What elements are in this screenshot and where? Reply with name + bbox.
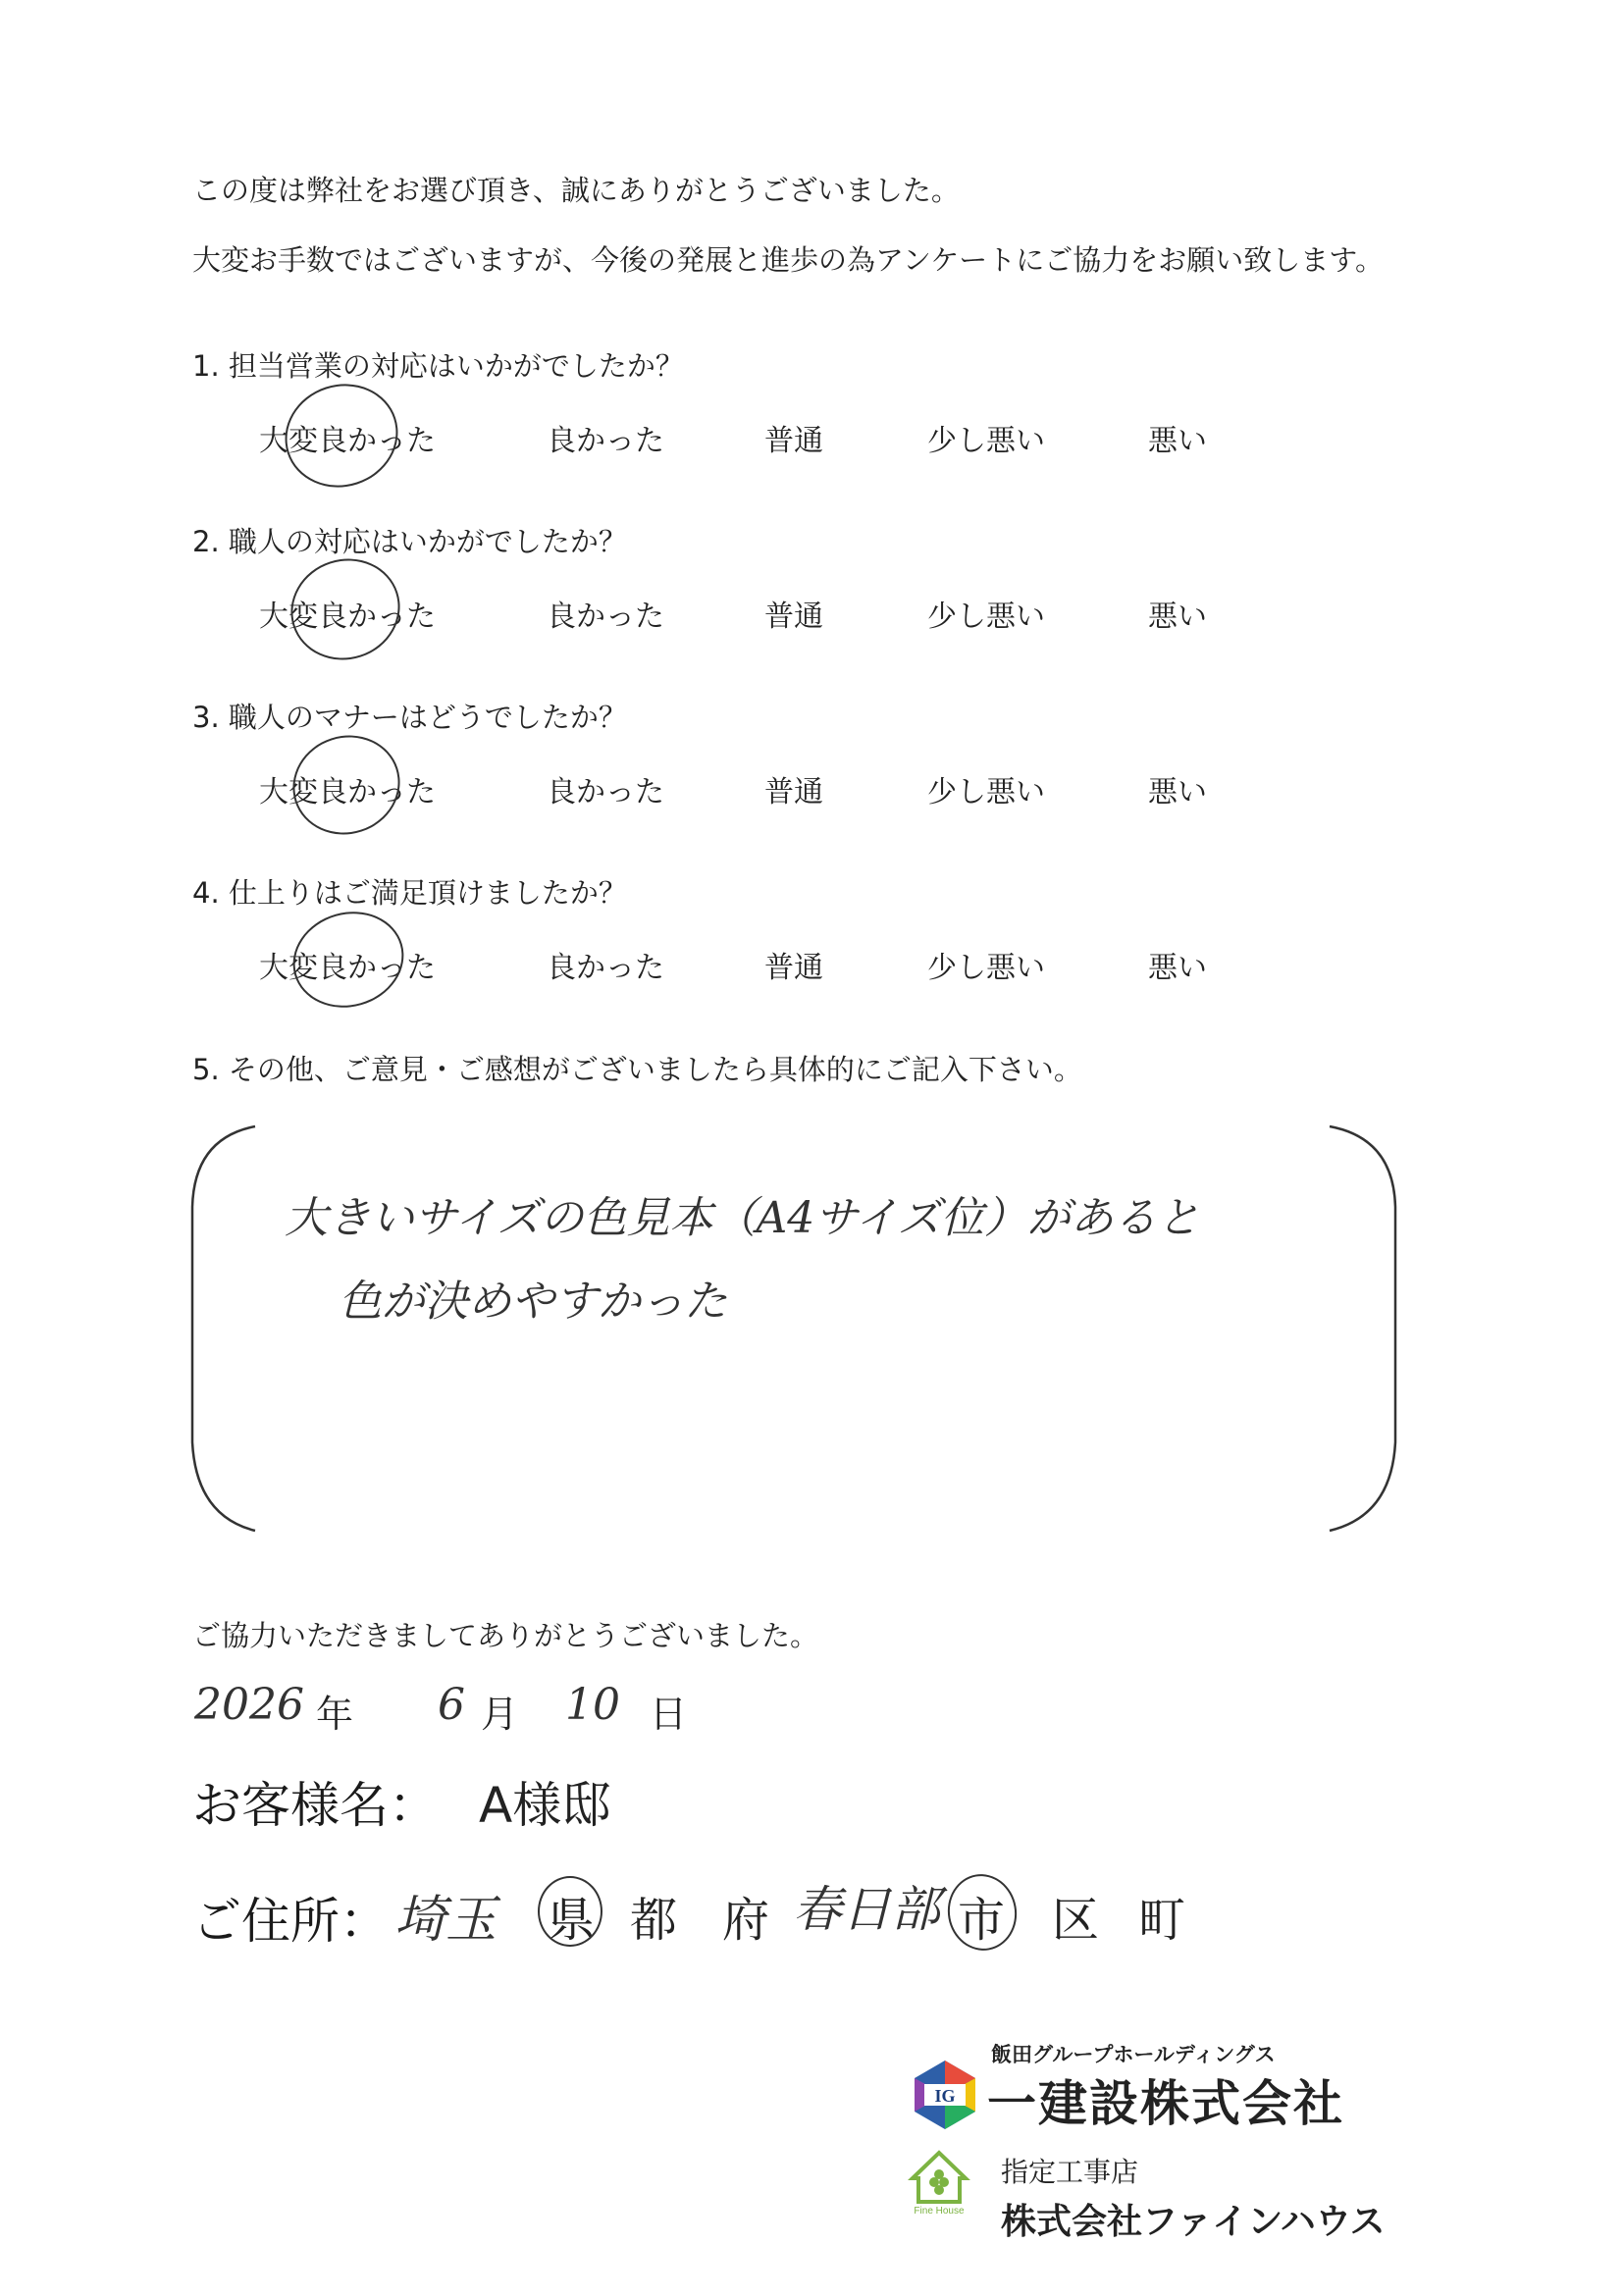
address-ken-selection-circle [538, 1876, 602, 1947]
intro-line-2: 大変お手数ではございますが、今後の発展と進歩の為アンケートにご協力をお願い致します。 [192, 243, 1384, 277]
address-unit-ken[interactable]: 県 [548, 1893, 596, 1948]
q2-option-bad[interactable]: 悪い [1148, 600, 1207, 634]
date-month-value[interactable]: 6 [438, 1680, 465, 1730]
customer-name[interactable]: A様邸 [479, 1777, 611, 1834]
contractor-name: 株式会社ファインハウス [1001, 2202, 1386, 2242]
fine-house-logo-text: Fine House [914, 2206, 965, 2216]
thanks-text: ご協力いただきましてありがとうございました。 [192, 1619, 819, 1652]
q1-option-good[interactable]: 良かった [547, 424, 664, 458]
date-year-value[interactable]: 2026 [194, 1680, 304, 1730]
address-city-value[interactable]: 春日部 [793, 1881, 940, 1938]
address-unit-ku[interactable]: 区 [1052, 1893, 1100, 1948]
ig-logo-text: IG [934, 2086, 956, 2106]
address-prefecture-value[interactable]: 埼玉 [394, 1891, 497, 1950]
q4-option-good[interactable]: 良かった [547, 951, 664, 985]
q3-option-very-good[interactable]: 大変良かった [259, 775, 436, 809]
q3-option-slightly-bad[interactable]: 少し悪い [927, 775, 1045, 809]
question-5-label: 5. その他、ご意見・ご感想がございましたら具体的にご記入下さい。 [192, 1053, 1082, 1086]
ig-logo-icon [913, 2059, 977, 2131]
address-unit-shi[interactable]: 市 [958, 1893, 1006, 1948]
q3-selection-circle [280, 721, 413, 848]
q4-option-slightly-bad[interactable]: 少し悪い [927, 951, 1045, 985]
date-month-label: 月 [481, 1693, 519, 1736]
q2-selection-circle [278, 545, 413, 674]
company-name: 一建設株式会社 [987, 2075, 1344, 2132]
date-year-label: 年 [316, 1693, 354, 1736]
q4-option-very-good[interactable]: 大変良かった [259, 951, 436, 985]
comment-answer-line-1[interactable]: 大きいサイズの色見本（A4サイズ位）があると [285, 1193, 1200, 1243]
address-shi-selection-circle [942, 1869, 1022, 1957]
q1-option-bad[interactable]: 悪い [1148, 424, 1207, 458]
q4-option-normal[interactable]: 普通 [764, 951, 823, 985]
question-2-label: 2. 職人の対応はいかがでしたか？ [192, 525, 627, 558]
comment-answer-line-2[interactable]: 色が決めやすかった [339, 1277, 727, 1327]
date-day-label: 日 [650, 1693, 688, 1736]
question-4-label: 4. 仕上りはご満足頂けましたか？ [192, 876, 627, 910]
q1-option-slightly-bad[interactable]: 少し悪い [927, 424, 1045, 458]
fine-house-logo-icon [905, 2145, 973, 2216]
q1-option-normal[interactable]: 普通 [764, 424, 823, 458]
q2-option-good[interactable]: 良かった [547, 600, 664, 634]
address-unit-to[interactable]: 都 [630, 1893, 678, 1948]
q2-option-normal[interactable]: 普通 [764, 600, 823, 634]
q2-option-very-good[interactable]: 大変良かった [259, 600, 436, 634]
q3-option-good[interactable]: 良かった [547, 775, 664, 809]
q4-selection-circle [282, 899, 415, 1020]
intro-line-1: この度は弊社をお選び頂き、誠にありがとうございました。 [192, 174, 960, 207]
address-unit-fu[interactable]: 府 [722, 1893, 770, 1948]
designated-label: 指定工事店 [1001, 2156, 1139, 2188]
q3-option-bad[interactable]: 悪い [1148, 775, 1207, 809]
date-day-value[interactable]: 10 [565, 1680, 620, 1730]
question-1-label: 1. 担当営業の対応はいかがでしたか？ [192, 349, 684, 383]
q1-option-very-good[interactable]: 大変良かった [259, 424, 436, 458]
company-group-name: 飯田グループホールディングス [991, 2043, 1276, 2066]
q2-option-slightly-bad[interactable]: 少し悪い [927, 600, 1045, 634]
question-3-label: 3. 職人のマナーはどうでしたか？ [192, 701, 627, 734]
q4-option-bad[interactable]: 悪い [1148, 951, 1207, 985]
address-unit-machi[interactable]: 町 [1138, 1893, 1186, 1948]
q3-option-normal[interactable]: 普通 [764, 775, 823, 809]
address-label: ご住所： [192, 1893, 389, 1950]
q1-selection-circle [272, 370, 411, 502]
customer-label: お客様名： [192, 1777, 438, 1834]
